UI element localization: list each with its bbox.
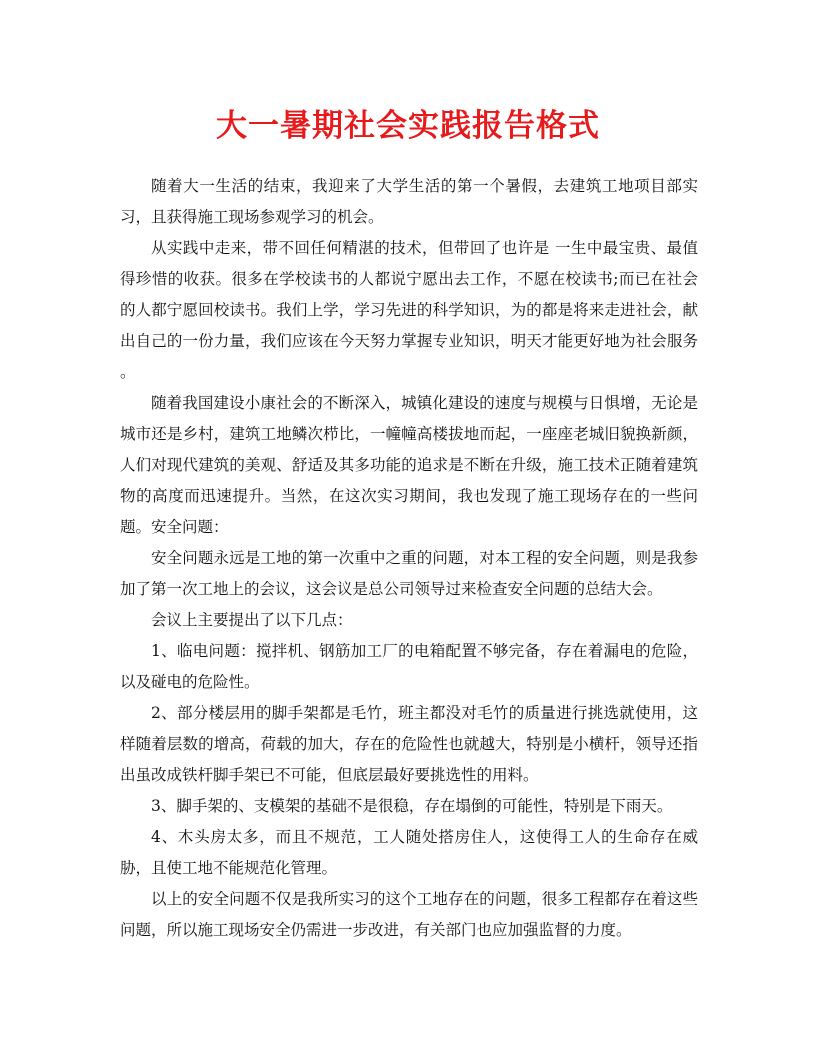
paragraph-3: 随着我国建设小康社会的不断深入，城镇化建设的速度与规模与日惧增，无论是城市还是乡村，建筑工地鳞次栉比，一幢幢高楼拔地而起，一座座老城旧貌换新颜，人们对现代建筑的美观、舒适及其多功能的追求是不断在升级，施工技术正随着建筑物的高度而迅速提升。当然，在这次实习期间，我也发现了施工现场存在的一些问题。安全问题： — [120, 394, 698, 536]
document-body — [120, 171, 698, 946]
paragraph-9: 4、木头房太多，而且不规范，工人随处搭房住人，这使得工人的生命存在威胁，且使工地不能规范化管理。 — [120, 828, 698, 877]
paragraph-5: 会议上主要提出了以下几点： — [151, 611, 353, 629]
paragraph-8: 3、脚手架的、支模架的基础不是很稳，存在塌倒的可能性，特别是下雨天。 — [151, 797, 673, 815]
document-title: 大一暑期社会实践报告格式 — [216, 108, 600, 144]
paragraph-2: 从实践中走来，带不回任何精湛的技术，但带回了也许是 一生中最宝贵、最值得珍惜的收获。很多在学校读书的人都说宁愿出去工作，不愿在校读书;而已在社会的人都宁愿回校读书。我们上学，学习先进的科学知识，为的都是将来走进社会，献出自己的一份力量，我们应该在今天努力掌握专业知识，明天才能更好地为社会服务 。 — [120, 239, 698, 381]
paragraph-1: 随着大一生活的结束，我迎来了大学生活的第一个暑假，去建筑工地项目部实习，且获得施工现场参观学习的机会。 — [120, 177, 698, 226]
paragraph-6: 1、临电问题：搅拌机、钢筋加工厂的电箱配置不够完备，存在着漏电的危险，以及碰电的危险性。 — [120, 642, 698, 691]
paragraph-10: 以上的安全问题不仅是我所实习的这个工地存在的问题，很多工程都存在着这些问题，所以施工现场安全仍需进一步改进，有关部门也应加强监督的力度。 — [120, 890, 698, 939]
paragraph-4: 安全问题永远是工地的第一次重中之重的问题，对本工程的安全问题，则是我参加了第一次工地上的会议，这会议是总公司领导过来检查安全问题的总结大会。 — [120, 549, 698, 598]
paragraph-7: 2、部分楼层用的脚手架都是毛竹，班主都没对毛竹的质量进行挑选就使用，这样随着层数的增高，荷载的加大，存在的危险性也就越大，特别是小横杆，领导还指出虽改成铁杆脚手架已不可能，但底层最好要挑选性的用料。 — [120, 704, 698, 784]
